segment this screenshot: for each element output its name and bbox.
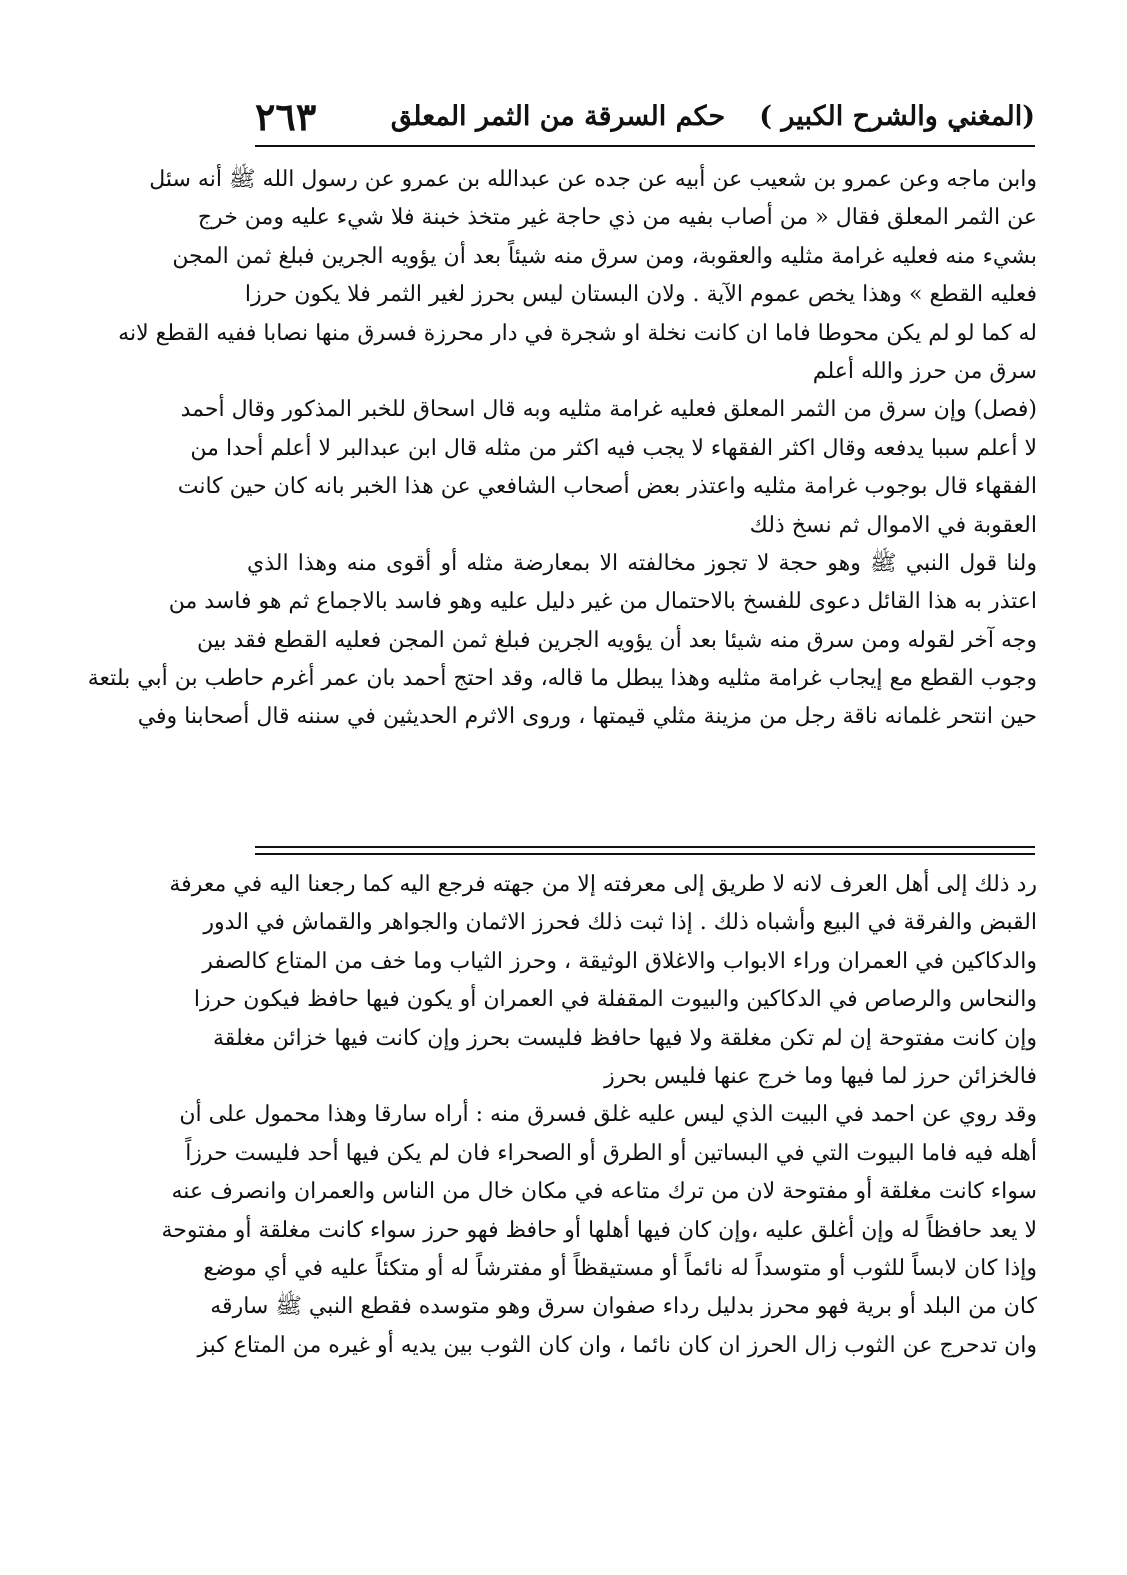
text-line: وقد روي عن احمد في البيت الذي ليس عليه غلق فسرق منه : أراه سارقا وهذا محمول على أن — [179, 1102, 1037, 1128]
page-number: ٢٦٣ — [255, 93, 317, 139]
text-line: رد ذلك إلى أهل العرف لانه لا طريق إلى معرفته إلا من جهته فرجع اليه كما رجعنا اليه في معرفة — [169, 872, 1037, 897]
text-line: وإن كانت مفتوحة إن لم تكن مغلقة ولا فيها حافظ فليست بحرز وإن كانت فيها خزائن مغلقة — [213, 1025, 1037, 1051]
text-line: وجه آخر لقوله ومن سرق منه شيئا بعد أن يؤويه الجرين فبلغ ثمن المجن فعليه القطع فقد بين — [197, 627, 1037, 653]
paragraph — [169, 866, 1037, 1096]
paragraph — [177, 391, 1037, 545]
text-line: سواء كانت مغلقة أو مفتوحة لان من ترك متاعه في مكان خال من الناس والعمران وانصرف عنه — [171, 1179, 1037, 1205]
text-line: عن الثمر المعلق فقال « من أصاب بفيه من ذي حاجة غير متخذ خبنة فلا شيء عليه ومن خرج — [197, 205, 1037, 231]
paragraph — [118, 161, 1037, 391]
paragraph — [161, 1096, 1037, 1365]
text-line: الفقهاء قال بوجوب غرامة مثليه واعتذر بعض أصحاب الشافعي عن هذا الخبر بانه كان حين كانت — [177, 474, 1037, 500]
text-line: كان من البلد أو برية فهو محرز بدليل رداء صفوان سرق وهو متوسده فقطع النبي ﷺ سارقه — [210, 1294, 1037, 1320]
chapter-title: حكم السرقة من الثمر المعلق — [390, 100, 726, 132]
text-line: له كما لو لم يكن محوطا فاما ان كانت نخلة او شجرة في دار محرزة فسرق منها نصابا ففيه القطع لانه — [118, 320, 1037, 346]
text-line: وان تدحرج عن الثوب زال الحرز ان كان نائما ، وان كان الثوب بين يديه أو غيره من المتاع كبز — [197, 1332, 1037, 1358]
text-line: لا يعد حافظاً له وإن أغلق عليه ،وإن كان فيها أهلها أو حافظ فهو حرز سواء كانت مغلقة أو مفتوحة — [161, 1217, 1037, 1243]
text-line: القبض والفرقة في البيع وأشباه ذلك . إذا ثبت ذلك فحرز الاثمان والجواهر والقماش في الدور — [203, 910, 1037, 936]
text-line: والنحاس والرصاص في الدكاكين والبيوت المقفلة في العمران أو يكون فيها حافظ فيكون حرزا — [193, 987, 1037, 1013]
paragraph — [87, 545, 1037, 737]
text-line: العقوبة في الاموال ثم نسخ ذلك — [749, 512, 1037, 538]
upper-text-block — [87, 161, 1037, 737]
book-title: (المغني والشرح الكبير ) — [759, 100, 1035, 132]
text-line: لا أعلم سببا يدفعه وقال اكثر الفقهاء لا يجب فيه اكثر من مثله قال ابن عبدالبر لا أعلم أحدا من — [190, 435, 1037, 461]
text-line: وجوب القطع مع إيجاب غرامة مثليه وهذا يبطل ما قاله، وقد احتج أحمد بان عمر أغرم حاطب بن أبي بلتعة — [87, 666, 1037, 692]
text-line: أهله فيه فاما البيوت التي في البساتين أو الطرق أو الصحراء فان لم يكن فيها أحد فليست حرزاً — [185, 1140, 1037, 1166]
header-rule — [255, 145, 1035, 147]
text-line: ولنا قول النبي ﷺ وهو حجة لا تجوز مخالفته الا بمعارضة مثله أو أقوى منه وهذا الذي — [247, 550, 1037, 576]
section-separator — [255, 846, 1035, 855]
text-line: وإذا كان لابساً للثوب أو متوسداً له نائماً أو مستيقظاً أو مفترشاً له أو متكئاً عليه في أي موضع — [203, 1255, 1037, 1281]
text-line: حين انتحر غلمانه ناقة رجل من مزينة مثلي قيمتها ، وروى الاثرم الحديثين في سننه قال أصحابنا وفي — [137, 704, 1037, 730]
text-line: سرق من حرز والله أعلم — [812, 358, 1037, 384]
text-line: فعليه القطع » وهذا يخص عموم الآية . ولان البستان ليس بحرز لغير الثمر فلا يكون حرزا — [244, 282, 1037, 308]
text-line: والدكاكين في العمران وراء الابواب والاغلاق الوثيقة ، وحرز الثياب وما خف من المتاع كالصفر — [202, 948, 1037, 974]
page-header — [255, 92, 1035, 140]
text-line: فالخزائن حرز لما فيها وما خرج عنها فليس بحرز — [604, 1063, 1037, 1089]
text-line: (فصل) وإن سرق من الثمر المعلق فعليه غرامة مثليه وبه قال اسحاق للخبر المذكور وقال أحمد — [180, 397, 1037, 423]
text-line: وابن ماجه وعن عمرو بن شعيب عن أبيه عن جده عن عبدالله بن عمرو عن رسول الله ﷺ أنه سئل — [149, 167, 1037, 192]
lower-text-block — [161, 866, 1037, 1365]
text-line: بشيء منه فعليه غرامة مثليه والعقوبة، ومن سرق منه شيئاً بعد أن يؤويه الجرين فبلغ ثمن المجن — [172, 243, 1037, 269]
text-line: اعتذر به هذا القائل دعوى للفسخ بالاحتمال من غير دليل عليه وهو فاسد بالاجماع ثم هو فاسد من — [168, 589, 1037, 615]
